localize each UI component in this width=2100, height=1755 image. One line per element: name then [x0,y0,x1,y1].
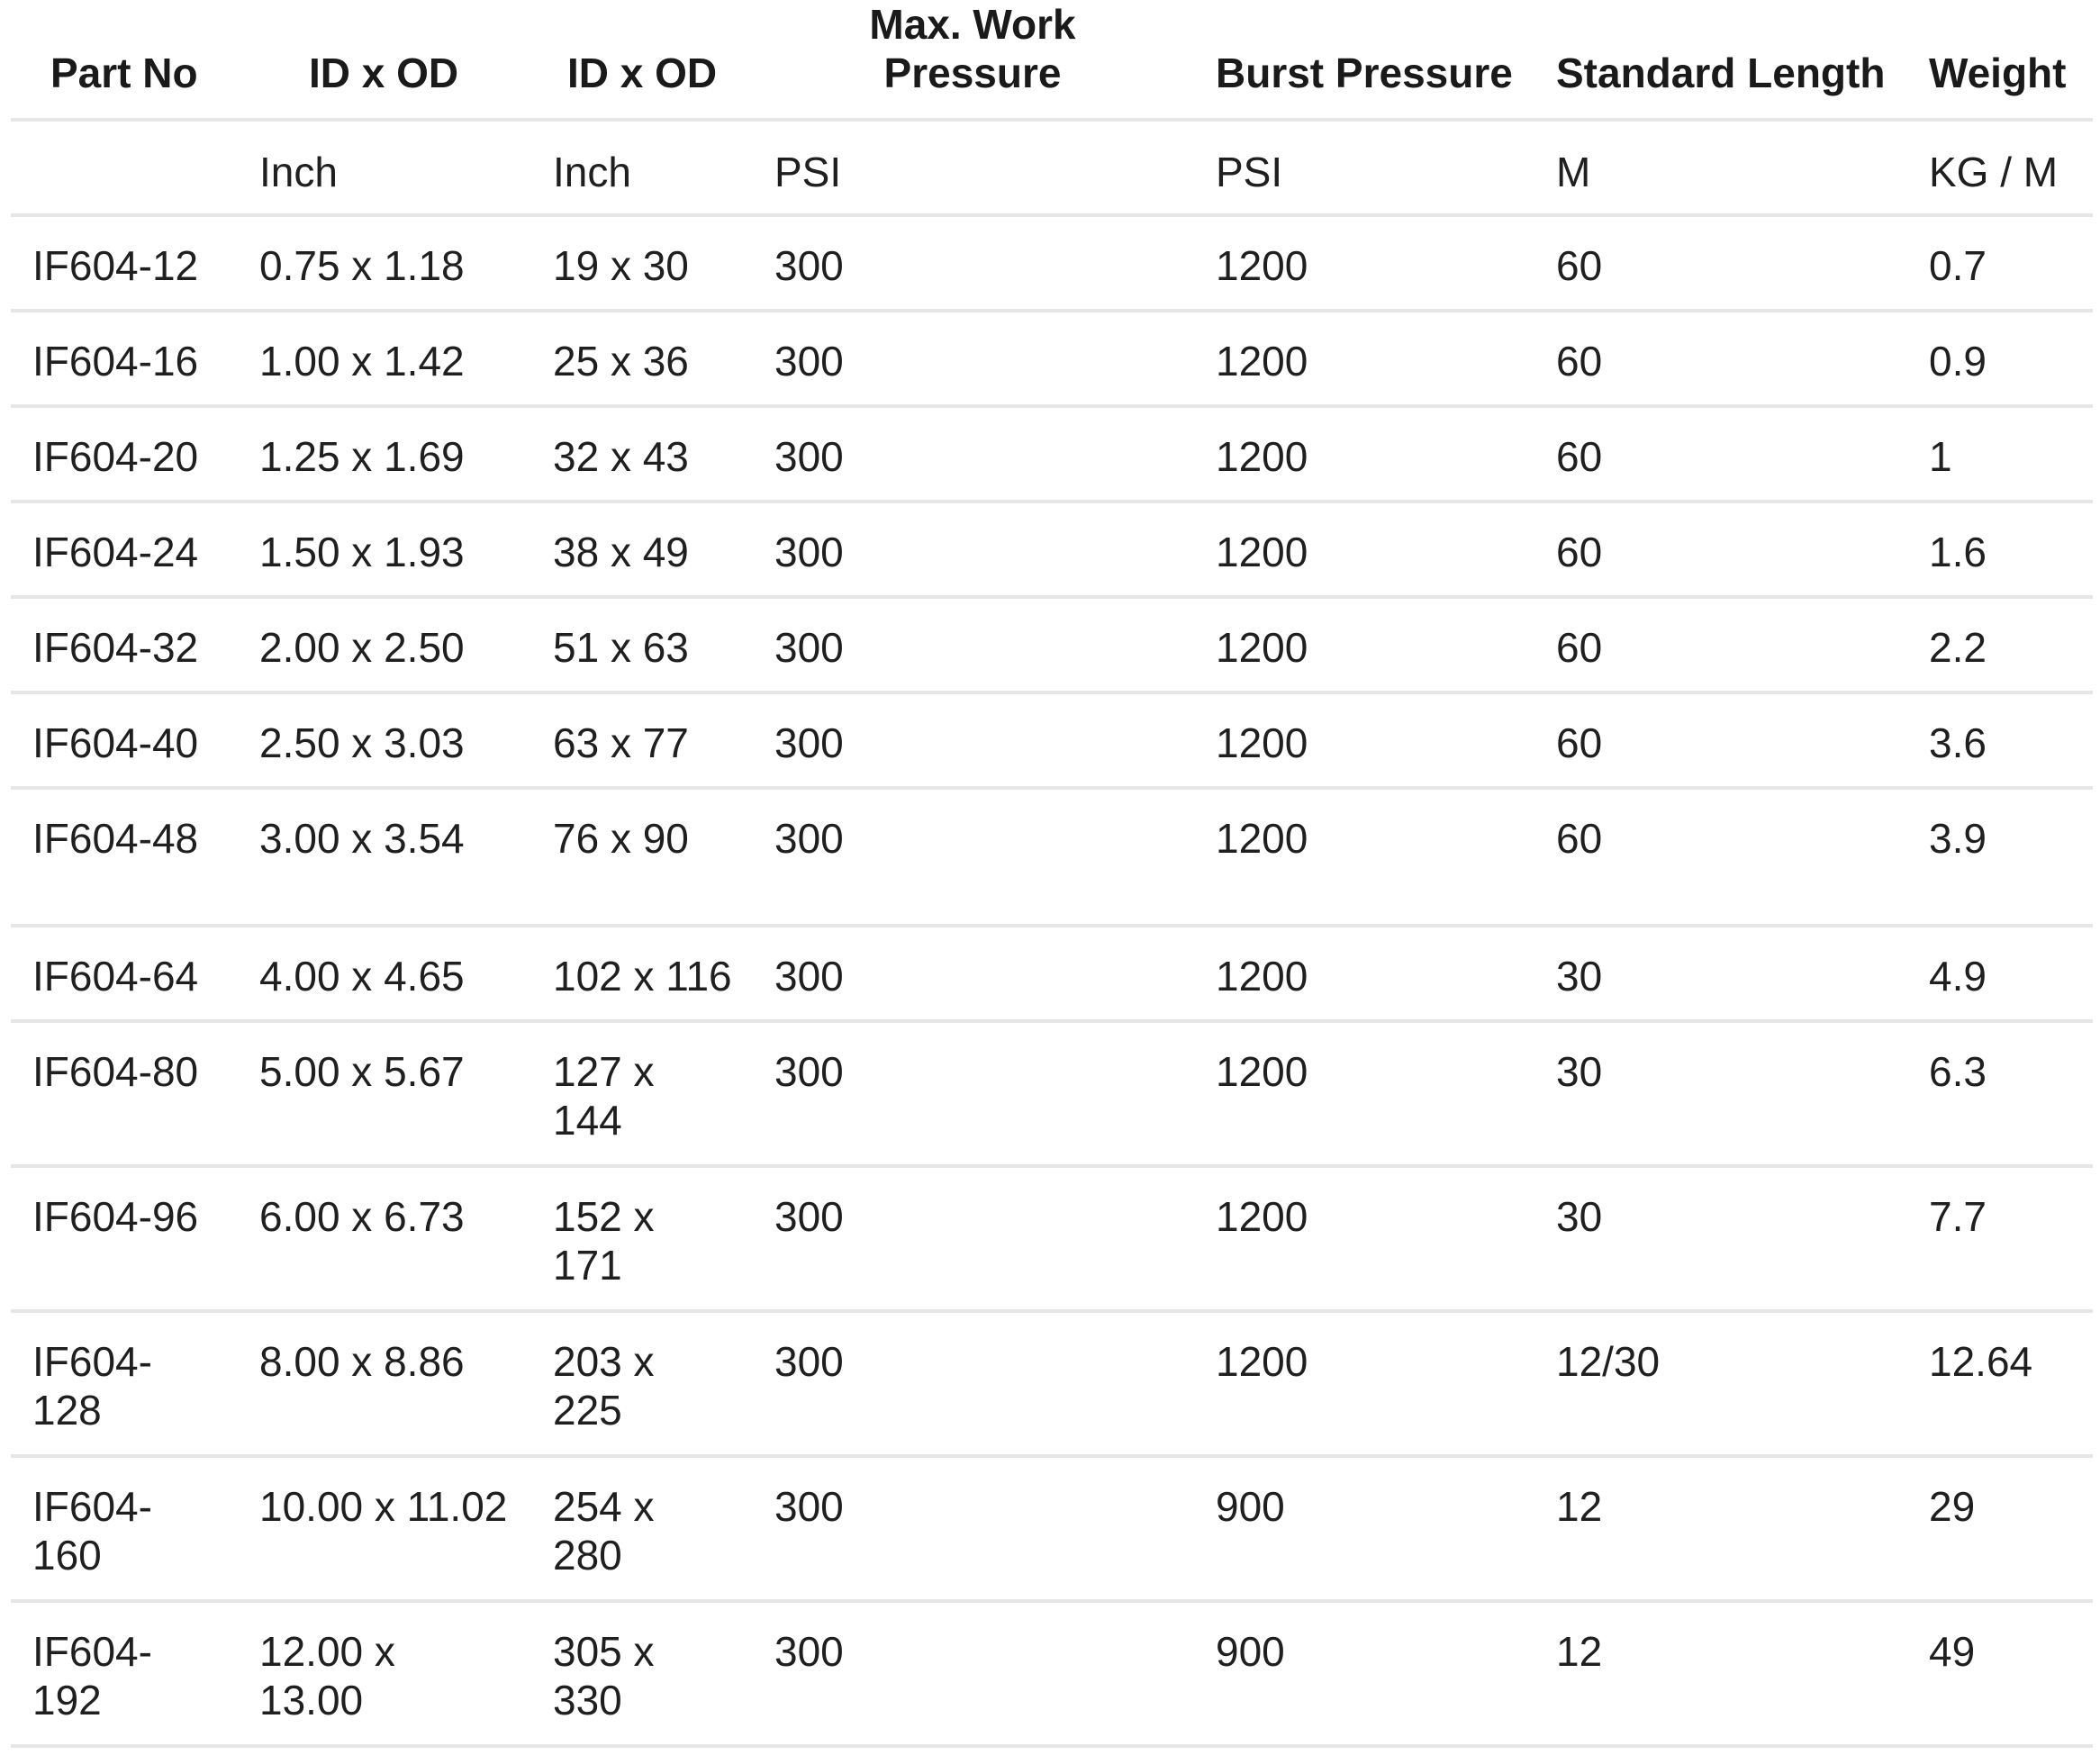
cell-burst-pressure: 1200 [1216,719,1308,766]
cell-weight: 29 [1929,1483,1976,1530]
header-id-od-inch: ID x OD [309,50,459,96]
cell-id-od-mm: 152 x 171 [553,1193,655,1289]
row-divider [11,1744,2093,1748]
table-row [0,216,2100,312]
cell-max-work-pressure: 300 [774,624,844,671]
header-max-work-pressure: Max. Work Pressure [869,1,1076,96]
cell-id-od-mm: 38 x 49 [553,529,689,575]
cell-id-od-mm: 63 x 77 [553,719,689,766]
cell-part-no: IF604-40 [32,719,199,766]
cell-burst-pressure: 1200 [1216,529,1308,575]
header-standard-length: Standard Length [1556,50,1886,96]
unit-standard-length: M [1556,149,1591,195]
cell-standard-length: 12 [1556,1483,1603,1530]
cell-burst-pressure: 1200 [1216,1338,1308,1385]
cell-id-od-inch: 2.50 x 3.03 [259,719,465,766]
cell-max-work-pressure: 300 [774,433,844,480]
cell-burst-pressure: 1200 [1216,1048,1308,1095]
unit-id-od-mm: Inch [553,149,631,195]
cell-burst-pressure: 1200 [1216,338,1308,384]
table-row [0,1312,2100,1456]
cell-weight: 1.6 [1929,529,1987,575]
cell-max-work-pressure: 300 [774,338,844,384]
cell-standard-length: 60 [1556,529,1603,575]
cell-max-work-pressure: 300 [774,1483,844,1530]
cell-max-work-pressure: 300 [774,529,844,575]
cell-id-od-inch: 1.50 x 1.93 [259,529,465,575]
table-row [0,927,2100,1022]
header-part-no: Part No [50,50,198,96]
table-row [0,1602,2100,1746]
table-row [0,1457,2100,1601]
table-row [0,789,2100,924]
cell-part-no: IF604- 192 [32,1628,152,1723]
cell-id-od-inch: 4.00 x 4.65 [259,953,465,1000]
cell-max-work-pressure: 300 [774,1048,844,1095]
cell-part-no: IF604-24 [32,529,199,575]
cell-weight: 4.9 [1929,953,1987,1000]
unit-weight: KG / M [1929,149,2059,195]
table-row [0,1167,2100,1311]
cell-standard-length: 30 [1556,1193,1603,1240]
cell-weight: 0.9 [1929,338,1987,384]
cell-max-work-pressure: 300 [774,1338,844,1385]
cell-standard-length: 30 [1556,953,1603,1000]
cell-id-od-mm: 19 x 30 [553,242,689,289]
header-weight: Weight [1929,50,2067,96]
cell-id-od-mm: 25 x 36 [553,338,689,384]
cell-id-od-mm: 305 x 330 [553,1628,655,1723]
cell-id-od-mm: 102 x 116 [553,953,732,1000]
cell-standard-length: 60 [1556,242,1603,289]
cell-max-work-pressure: 300 [774,719,844,766]
cell-id-od-inch: 1.25 x 1.69 [259,433,465,480]
cell-part-no: IF604-80 [32,1048,199,1095]
cell-weight: 0.7 [1929,242,1987,289]
cell-id-od-mm: 76 x 90 [553,815,689,862]
cell-standard-length: 60 [1556,719,1603,766]
unit-max-work-pressure: PSI [774,149,842,195]
header-id-od-mm: ID x OD [567,50,718,96]
cell-burst-pressure: 1200 [1216,1193,1308,1240]
cell-id-od-inch: 3.00 x 3.54 [259,815,465,862]
cell-max-work-pressure: 300 [774,815,844,862]
cell-part-no: IF604- 160 [32,1483,152,1579]
cell-burst-pressure: 900 [1216,1628,1285,1675]
table-row [0,312,2100,407]
cell-burst-pressure: 1200 [1216,815,1308,862]
table-row [0,502,2100,598]
cell-id-od-inch: 12.00 x 13.00 [259,1628,395,1723]
cell-burst-pressure: 1200 [1216,624,1308,671]
cell-max-work-pressure: 300 [774,1628,844,1675]
table-row [0,407,2100,502]
cell-standard-length: 60 [1556,433,1603,480]
cell-burst-pressure: 900 [1216,1483,1285,1530]
cell-burst-pressure: 1200 [1216,433,1308,480]
cell-weight: 1 [1929,433,1952,480]
cell-id-od-inch: 5.00 x 5.67 [259,1048,465,1095]
cell-id-od-inch: 2.00 x 2.50 [259,624,465,671]
cell-part-no: IF604-16 [32,338,199,384]
cell-weight: 6.3 [1929,1048,1987,1095]
cell-id-od-inch: 6.00 x 6.73 [259,1193,465,1240]
cell-id-od-inch: 0.75 x 1.18 [259,242,465,289]
cell-standard-length: 12/30 [1556,1338,1661,1385]
cell-burst-pressure: 1200 [1216,953,1308,1000]
cell-part-no: IF604-96 [32,1193,199,1240]
cell-max-work-pressure: 300 [774,953,844,1000]
table-row [0,598,2100,693]
cell-burst-pressure: 1200 [1216,242,1308,289]
cell-id-od-mm: 51 x 63 [553,624,689,671]
cell-standard-length: 60 [1556,624,1603,671]
unit-burst-pressure: PSI [1216,149,1283,195]
cell-weight: 12.64 [1929,1338,2033,1385]
cell-standard-length: 30 [1556,1048,1603,1095]
cell-id-od-mm: 127 x 144 [553,1048,655,1144]
cell-standard-length: 60 [1556,338,1603,384]
cell-part-no: IF604-64 [32,953,199,1000]
cell-id-od-mm: 254 x 280 [553,1483,655,1579]
cell-id-od-inch: 1.00 x 1.42 [259,338,465,384]
cell-id-od-inch: 10.00 x 11.02 [259,1483,508,1530]
cell-max-work-pressure: 300 [774,242,844,289]
cell-weight: 7.7 [1929,1193,1987,1240]
cell-standard-length: 12 [1556,1628,1603,1675]
cell-standard-length: 60 [1556,815,1603,862]
cell-id-od-inch: 8.00 x 8.86 [259,1338,465,1385]
cell-part-no: IF604-32 [32,624,199,671]
cell-part-no: IF604-12 [32,242,199,289]
unit-id-od-inch: Inch [259,149,338,195]
units-row [0,121,2100,216]
cell-max-work-pressure: 300 [774,1193,844,1240]
cell-part-no: IF604-20 [32,433,199,480]
table-header-row [0,0,2100,121]
table-row [0,1022,2100,1166]
cell-id-od-mm: 203 x 225 [553,1338,655,1434]
table-row [0,693,2100,789]
cell-id-od-mm: 32 x 43 [553,433,689,480]
cell-weight: 2.2 [1929,624,1987,671]
header-burst-pressure: Burst Pressure [1216,50,1513,96]
cell-weight: 3.9 [1929,815,1987,862]
cell-weight: 3.6 [1929,719,1987,766]
cell-part-no: IF604-48 [32,815,199,862]
cell-part-no: IF604- 128 [32,1338,152,1434]
cell-weight: 49 [1929,1628,1976,1675]
